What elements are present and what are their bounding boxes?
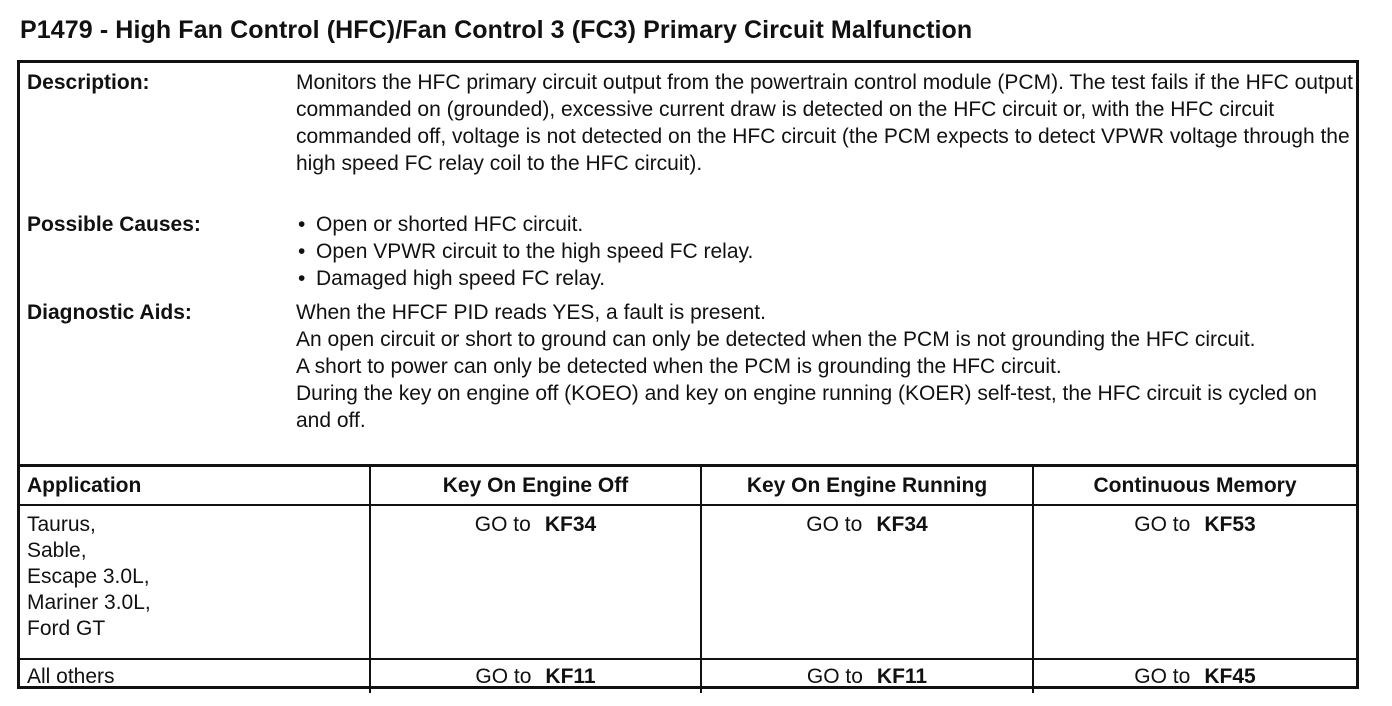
table-row — [20, 505, 1356, 659]
cause-item: • Open or shorted HFC circuit. — [296, 211, 1354, 238]
description-label: Description: — [27, 71, 150, 94]
description-row — [20, 69, 1356, 205]
go-to-text: GO to — [806, 665, 863, 688]
diagnostic-aids-row — [20, 299, 1356, 464]
header-continuous-memory: Continuous Memory — [1033, 467, 1356, 505]
koeo-cell — [370, 505, 701, 659]
table-header-row — [20, 467, 1356, 505]
description-paragraph: Monitors the HFC primary circuit output from the powertrain control module (PCM). The test fails if the HFC output commanded on (grounded), excessive current draw is detected on the HFC circuit or, with the HFC circuit commanded off, voltage is not detected on the HFC circuit (the PCM expects to detect VPWR voltage through the high speed FC relay coil to the HFC circuit). — [296, 71, 1353, 175]
pinpoint-test-ref: KF11 — [876, 665, 928, 688]
application-table — [20, 467, 1356, 693]
pinpoint-test-ref: KF45 — [1204, 665, 1256, 688]
go-to-text: GO to — [475, 665, 532, 688]
header-koeo: Key On Engine Off — [370, 467, 701, 505]
dtc-info-box — [17, 60, 1359, 689]
diagnostic-aid-line: A short to power can only be detected when the PCM is grounding the HFC circuit. — [296, 355, 1062, 378]
diagnostic-aids-text — [296, 299, 1354, 434]
koer-cell — [701, 659, 1033, 693]
application-name: Mariner 3.0L, — [27, 591, 151, 614]
info-section — [20, 63, 1356, 467]
diagnostic-aids-label: Diagnostic Aids: — [27, 301, 192, 324]
possible-causes-list — [296, 211, 1354, 292]
application-name: Ford GT — [27, 617, 106, 640]
page-title: P1479 - High Fan Control (HFC)/Fan Control 3 (FC3) Primary Circuit Malfunction — [20, 16, 973, 44]
possible-causes-label: Possible Causes: — [27, 213, 201, 236]
applications-cell — [20, 505, 370, 659]
applications-cell — [20, 659, 370, 693]
cause-item: • Open VPWR circuit to the high speed FC relay. — [296, 238, 1354, 265]
diagnostic-aid-line: During the key on engine off (KOEO) and key on engine running (KOER) self-test, the HFC circuit is cycled on and off. — [296, 382, 1317, 432]
header-koer: Key On Engine Running — [701, 467, 1033, 505]
go-to-text: GO to — [474, 513, 531, 536]
pinpoint-test-ref: KF53 — [1204, 513, 1256, 536]
application-name: Taurus, — [27, 513, 96, 536]
pinpoint-test-ref: KF11 — [545, 665, 596, 688]
table-row — [20, 659, 1356, 693]
possible-causes-row — [20, 211, 1356, 294]
continuous-memory-cell — [1033, 659, 1356, 693]
pinpoint-test-ref: KF34 — [544, 513, 597, 536]
continuous-memory-cell — [1033, 505, 1356, 659]
go-to-text: GO to — [1134, 513, 1191, 536]
koeo-cell — [370, 659, 701, 693]
description-text — [296, 69, 1354, 177]
cause-item: • Damaged high speed FC relay. — [296, 265, 1354, 292]
go-to-text: GO to — [806, 513, 863, 536]
koer-cell — [701, 505, 1033, 659]
go-to-text: GO to — [1134, 665, 1191, 688]
diagnostic-aid-line: An open circuit or short to ground can only be detected when the PCM is not grounding the HFC circuit. — [296, 328, 1256, 351]
application-name: All others — [27, 665, 115, 688]
application-name: Sable, — [27, 539, 87, 562]
application-name: Escape 3.0L, — [27, 565, 150, 588]
header-application: Application — [20, 467, 370, 505]
diagnostic-aid-line: When the HFCF PID reads YES, a fault is present. — [296, 301, 766, 324]
pinpoint-test-ref: KF34 — [876, 513, 928, 536]
